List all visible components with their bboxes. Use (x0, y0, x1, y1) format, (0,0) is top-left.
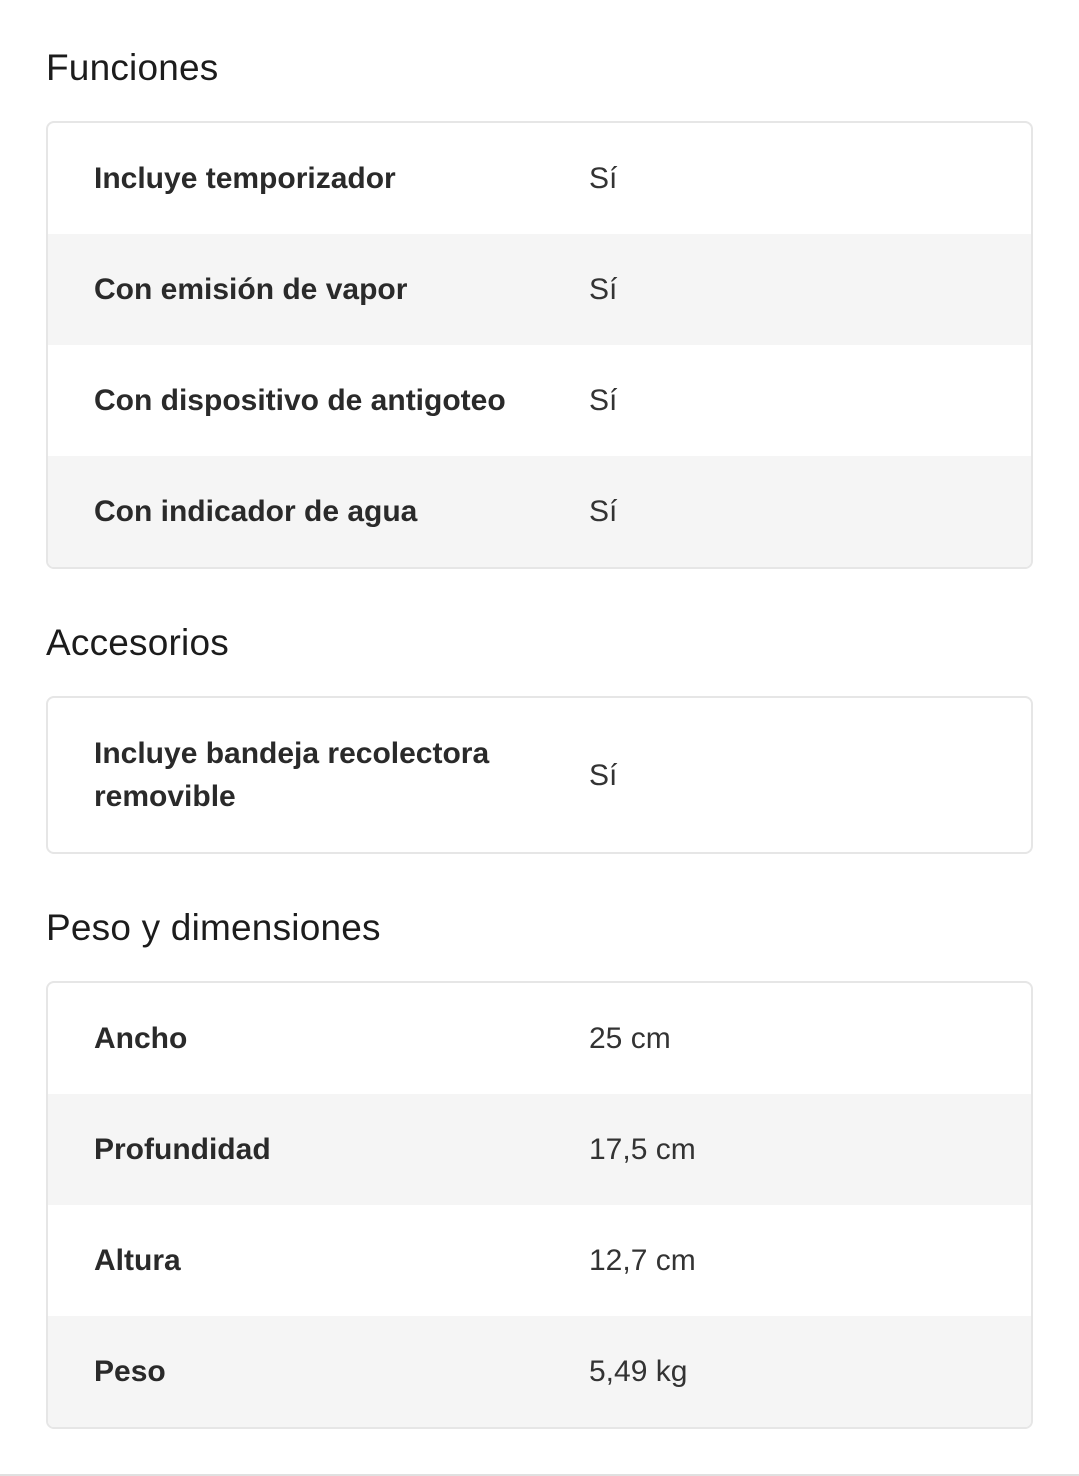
spec-label: Profundidad (94, 1133, 271, 1166)
spec-table-peso-y-dimensiones (46, 981, 1033, 1429)
spec-value: 25 cm (589, 1022, 671, 1055)
spec-value: Sí (589, 162, 618, 195)
spec-row (48, 698, 1031, 852)
spec-row (48, 1094, 1031, 1205)
section-title-funciones: Funciones (46, 47, 219, 88)
spec-label: Altura (94, 1244, 181, 1277)
section-title-accesorios: Accesorios (46, 622, 229, 663)
spec-value: Sí (589, 273, 618, 306)
spec-row (48, 1316, 1031, 1427)
spec-label: Con indicador de agua (94, 495, 418, 528)
spec-row (48, 234, 1031, 345)
spec-value: 5,49 kg (589, 1355, 688, 1388)
spec-label: Incluye temporizador (94, 162, 396, 195)
spec-row (48, 983, 1031, 1094)
spec-label: Con dispositivo de antigoteo (94, 384, 506, 417)
spec-label: Ancho (94, 1022, 188, 1055)
spec-row (48, 123, 1031, 234)
section-title-peso-y-dimensiones: Peso y dimensiones (46, 907, 381, 948)
spec-label: Peso (94, 1355, 166, 1388)
spec-value: 17,5 cm (589, 1133, 696, 1166)
spec-value: Sí (589, 758, 618, 792)
spec-label: Incluye bandeja recolectora removible (94, 737, 490, 813)
spec-row (48, 456, 1031, 567)
spec-value: Sí (589, 384, 618, 417)
spec-label: Con emisión de vapor (94, 273, 408, 306)
spec-row (48, 1205, 1031, 1316)
spec-table-accesorios (46, 696, 1033, 854)
spec-table-funciones (46, 121, 1033, 569)
spec-row (48, 345, 1031, 456)
spec-value: Sí (589, 495, 618, 528)
spec-value: 12,7 cm (589, 1244, 696, 1277)
